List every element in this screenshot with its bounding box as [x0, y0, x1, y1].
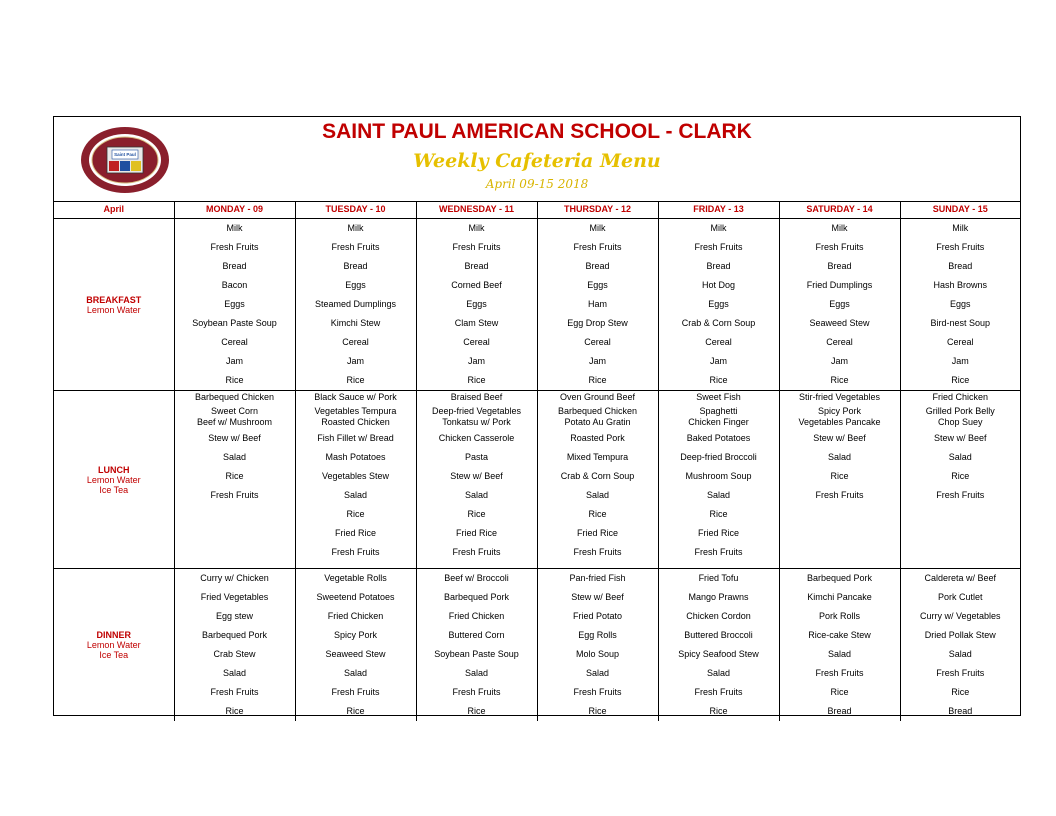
menu-item: Jam	[346, 356, 364, 366]
breakfast-day-cell	[900, 219, 1020, 391]
breakfast-row	[54, 219, 1020, 391]
menu-item: Salad	[585, 668, 610, 678]
menu-item: Barbequed Pork	[201, 630, 268, 640]
lunch-day-cell	[658, 391, 779, 569]
menu-item: Sweet Corn Beef w/ Mushroom	[196, 406, 273, 427]
menu-item: Rice	[830, 375, 849, 385]
menu-item: Pasta	[464, 452, 488, 462]
menu-item: Fried Rice	[455, 528, 497, 538]
menu-item: Milk	[831, 223, 848, 233]
menu-item: Milk	[952, 223, 969, 233]
menu-item: Fresh Fruits	[936, 668, 985, 678]
menu-item: Fried Chicken	[448, 611, 505, 621]
breakfast-day-cell	[174, 219, 295, 391]
menu-item: Crab & Corn Soup	[560, 471, 635, 481]
menu-item: Mixed Tempura	[566, 452, 629, 462]
menu-item: Seaweed Stew	[809, 318, 870, 328]
menu-item: Pork Rolls	[818, 611, 860, 621]
menu-item: Salad	[464, 490, 489, 500]
menu-item: Eggs	[949, 299, 971, 309]
menu-item: Vegetables Stew	[321, 471, 390, 481]
menu-item	[175, 543, 295, 562]
lunch-day-cell	[537, 391, 658, 569]
menu-item: Bread	[827, 706, 852, 716]
menu-item: Fresh Fruits	[210, 490, 259, 500]
menu-item: Fried Rice	[334, 528, 376, 538]
menu-item: Barbequed Chicken Potato Au Gratin	[557, 406, 638, 427]
menu-item: Fried Rice	[697, 528, 739, 538]
menu-item: Rice	[225, 471, 244, 481]
menu-item: Rice	[709, 706, 728, 716]
menu-item: Black Sauce w/ Pork	[314, 392, 397, 402]
menu-item: Salad	[948, 649, 972, 659]
menu-item: Eggs	[224, 299, 245, 309]
menu-item: Fresh Fruits	[452, 687, 501, 697]
svg-text:Saint Paul: Saint Paul	[114, 152, 136, 157]
menu-item: Jam	[467, 356, 485, 366]
breakfast-day-cell	[537, 219, 658, 391]
menu-item: Rice	[346, 375, 365, 385]
menu-item: Spicy Pork Vegetables Pancake	[798, 406, 881, 427]
menu-item: Eggs	[587, 280, 608, 290]
menu-item: Jam	[225, 356, 243, 366]
menu-title: Weekly Cafeteria Menu	[413, 150, 661, 172]
menu-item: Salad	[585, 490, 610, 500]
menu-item: Fish Fillet w/ Bread	[317, 433, 394, 443]
dinner-day-cell	[779, 569, 900, 722]
lunch-meal-name: LUNCH	[98, 464, 130, 475]
menu-item: Braised Beef	[450, 392, 503, 402]
menu-item: Rice	[346, 706, 365, 716]
menu-item: Eggs	[345, 280, 366, 290]
menu-item	[901, 524, 1021, 543]
menu-item: Curry w/ Chicken	[200, 573, 269, 583]
menu-item: Hash Browns	[933, 280, 988, 290]
menu-item: Jam	[709, 356, 727, 366]
menu-item: Rice	[709, 509, 728, 519]
menu-item: Fresh Fruits	[573, 687, 622, 697]
breakfast-day-cell	[779, 219, 900, 391]
menu-item: Fresh Fruits	[452, 547, 501, 557]
menu-item: Fresh Fruits	[573, 242, 622, 252]
menu-item: Fried Rice	[576, 528, 618, 538]
menu-item: Fresh Fruits	[694, 687, 743, 697]
menu-item: Rice	[951, 687, 970, 697]
menu-item	[780, 543, 900, 562]
menu-item: Milk	[589, 223, 606, 233]
menu-item: Stew w/ Beef	[450, 471, 503, 481]
column-header-saturday: SATURDAY - 14	[779, 201, 900, 219]
menu-item: Seaweed Stew	[325, 649, 386, 659]
menu-item: Fried Tofu	[698, 573, 739, 583]
menu-item: Milk	[226, 223, 243, 233]
menu-item: Cereal	[705, 337, 732, 347]
menu-item: Stew w/ Beef	[933, 433, 987, 443]
column-header-friday: FRIDAY - 13	[658, 201, 779, 219]
menu-item: Fresh Fruits	[210, 687, 259, 697]
menu-item: Fresh Fruits	[936, 242, 985, 252]
menu-item: Bread	[464, 261, 489, 271]
menu-item: Jam	[951, 356, 969, 366]
lunch-drink: Lemon Water	[86, 474, 141, 485]
dinner-day-cell	[295, 569, 416, 722]
menu-item: Fresh Fruits	[573, 547, 622, 557]
column-header-thursday: THURSDAY - 12	[537, 201, 658, 219]
menu-item: Hot Dog	[701, 280, 736, 290]
menu-item: Bread	[706, 261, 731, 271]
menu-item: Cereal	[946, 337, 974, 347]
menu-item: Grilled Pork Belly Chop Suey	[925, 406, 995, 427]
menu-item: Rice	[467, 509, 486, 519]
lunch-day-cell	[295, 391, 416, 569]
menu-item: Rice	[225, 375, 244, 385]
menu-item: Sweet Fish	[696, 392, 741, 402]
menu-item: Baked Potatoes	[686, 433, 751, 443]
menu-item	[780, 524, 900, 543]
lunch-drink: Ice Tea	[99, 484, 129, 495]
menu-item	[780, 505, 900, 524]
menu-item: Milk	[347, 223, 364, 233]
menu-item: Stew w/ Beef	[571, 592, 624, 602]
menu-item: Egg Rolls	[578, 630, 617, 640]
menu-item: Kimchi Stew	[330, 318, 381, 328]
menu-item: Bread	[948, 706, 973, 716]
menu-item: Mango Prawns	[688, 592, 749, 602]
menu-item: Fresh Fruits	[331, 547, 380, 557]
menu-item: Curry w/ Vegetables	[919, 611, 1001, 621]
menu-item: Cereal	[463, 337, 490, 347]
menu-item: Spaghetti Chicken Finger	[688, 406, 749, 427]
menu-item: Salad	[948, 452, 972, 462]
menu-item: Egg Drop Stew	[567, 318, 628, 328]
menu-item: Fried Chicken	[327, 611, 384, 621]
menu-item: Pan-fried Fish	[569, 573, 626, 583]
menu-item: Spicy Pork	[333, 630, 377, 640]
menu-item: Sweetend Potatoes	[316, 592, 395, 602]
menu-item	[175, 524, 295, 543]
menu-item: Rice	[467, 706, 486, 716]
menu-item: Cereal	[584, 337, 611, 347]
dinner-drink: Ice Tea	[99, 650, 129, 660]
menu-item: Pork Cutlet	[937, 592, 983, 602]
dinner-row	[54, 569, 1020, 722]
dinner-day-cell	[658, 569, 779, 722]
breakfast-day-cell	[658, 219, 779, 391]
menu-item: Deep-fried Broccoli	[680, 452, 757, 462]
menu-item	[175, 505, 295, 524]
menu-item: Mushroom Soup	[685, 471, 752, 481]
lunch-label-cell	[54, 391, 174, 569]
menu-item: Fried Potato	[572, 611, 623, 621]
breakfast-label-cell	[54, 219, 174, 391]
menu-item: Mash Potatoes	[325, 452, 386, 462]
menu-item: Salad	[343, 668, 368, 678]
menu-item: Bread	[585, 261, 610, 271]
menu-table	[54, 201, 1020, 721]
menu-item: Fried Chicken	[932, 392, 989, 402]
menu-item: Fresh Fruits	[694, 547, 743, 557]
column-header-wednesday: WEDNESDAY - 11	[416, 201, 537, 219]
column-header-tuesday: TUESDAY - 10	[295, 201, 416, 219]
column-header-row	[54, 201, 1020, 219]
menu-item: Chicken Casserole	[438, 433, 515, 443]
menu-item: Eggs	[708, 299, 729, 309]
menu-item: Molo Soup	[575, 649, 620, 659]
menu-item: Bread	[343, 261, 368, 271]
menu-item: Ham	[587, 299, 607, 309]
menu-item: Clam Stew	[454, 318, 499, 328]
menu-item: Rice	[467, 375, 486, 385]
menu-header	[54, 117, 1020, 202]
menu-item: Rice	[588, 706, 607, 716]
menu-item: Salad	[706, 668, 731, 678]
menu-item: Beef w/ Broccoli	[444, 573, 509, 583]
menu-frame	[53, 116, 1021, 716]
menu-item: Rice-cake Stew	[808, 630, 871, 640]
menu-item: Salad	[222, 668, 247, 678]
menu-item: Stew w/ Beef	[208, 433, 261, 443]
menu-item: Bread	[827, 261, 852, 271]
menu-item: Salad	[343, 490, 368, 500]
lunch-row	[54, 391, 1020, 569]
menu-item: Crab & Corn Soup	[681, 318, 756, 328]
date-range: April 09-15 2018	[485, 177, 589, 191]
menu-item: Fresh Fruits	[331, 242, 380, 252]
menu-item: Vegetables Tempura Roasted Chicken	[314, 406, 397, 427]
menu-item: Fresh Fruits	[815, 668, 864, 678]
menu-item: Buttered Corn	[448, 630, 505, 640]
column-header-month: April	[54, 201, 174, 219]
menu-item: Egg stew	[215, 611, 254, 621]
menu-item: Rice	[346, 509, 365, 519]
menu-item: Fresh Fruits	[331, 687, 380, 697]
menu-item: Cereal	[342, 337, 369, 347]
menu-item: Steamed Dumplings	[314, 299, 397, 309]
menu-item: Rice	[951, 375, 970, 385]
menu-item: Caldereta w/ Beef	[924, 573, 997, 583]
menu-item: Salad	[706, 490, 731, 500]
menu-item: Barbequed Pork	[806, 573, 873, 583]
menu-item: Fresh Fruits	[815, 490, 864, 500]
menu-item: Oven Ground Beef	[559, 392, 636, 402]
menu-item: Fried Dumplings	[806, 280, 873, 290]
menu-item: Chicken Cordon	[686, 611, 751, 621]
menu-item	[901, 505, 1021, 524]
menu-item: Fresh Fruits	[694, 242, 743, 252]
lunch-day-cell	[900, 391, 1020, 569]
menu-item: Corned Beef	[451, 280, 502, 290]
menu-item: Roasted Pork	[570, 433, 625, 443]
breakfast-day-cell	[295, 219, 416, 391]
dinner-day-cell	[174, 569, 295, 722]
menu-item: Barbequed Pork	[443, 592, 510, 602]
menu-item: Rice	[225, 706, 244, 716]
menu-item: Milk	[710, 223, 727, 233]
menu-item: Fresh Fruits	[936, 490, 985, 500]
column-header-monday: MONDAY - 09	[174, 201, 295, 219]
menu-item: Fresh Fruits	[815, 242, 864, 252]
menu-item: Spicy Seafood Stew	[678, 649, 759, 659]
menu-item: Jam	[830, 356, 848, 366]
menu-item: Rice	[830, 471, 849, 481]
menu-item: Soybean Paste Soup	[434, 649, 519, 659]
dinner-drink: Lemon Water	[86, 640, 141, 650]
dinner-label-cell	[54, 569, 174, 722]
menu-item: Rice	[830, 687, 849, 697]
menu-item: Salad	[827, 649, 852, 659]
menu-item: Cereal	[221, 337, 248, 347]
menu-item: Stew w/ Beef	[813, 433, 866, 443]
menu-item: Vegetable Rolls	[324, 573, 387, 583]
menu-item: Rice	[588, 375, 607, 385]
menu-item: Salad	[464, 668, 489, 678]
menu-item: Barbequed Chicken	[194, 392, 275, 402]
dinner-day-cell	[900, 569, 1020, 722]
menu-item: Bird-nest Soup	[930, 318, 991, 328]
menu-item: Fried Vegetables	[200, 592, 269, 602]
lunch-day-cell	[779, 391, 900, 569]
menu-item: Milk	[468, 223, 485, 233]
menu-item: Salad	[827, 452, 852, 462]
menu-item: Fresh Fruits	[210, 242, 259, 252]
menu-item	[901, 543, 1021, 562]
breakfast-day-cell	[416, 219, 537, 391]
menu-item: Rice	[588, 509, 607, 519]
menu-item: Salad	[222, 452, 247, 462]
menu-item: Bacon	[221, 280, 248, 290]
school-title: SAINT PAUL AMERICAN SCHOOL - CLARK	[322, 120, 752, 143]
menu-item: Cereal	[826, 337, 853, 347]
menu-item: Bread	[222, 261, 247, 271]
menu-item: Crab Stew	[213, 649, 256, 659]
menu-item: Dried Pollak Stew	[924, 630, 996, 640]
menu-item: Rice	[951, 471, 970, 481]
menu-item: Buttered Broccoli	[684, 630, 753, 640]
menu-item: Fresh Fruits	[452, 242, 501, 252]
menu-item: Stir-fried Vegetables	[798, 392, 881, 402]
breakfast-drink: Lemon Water	[86, 304, 141, 315]
menu-item: Eggs	[466, 299, 487, 309]
menu-item: Deep-fried Vegetables Tonkatsu w/ Pork	[431, 406, 522, 427]
dinner-day-cell	[416, 569, 537, 722]
menu-item: Eggs	[829, 299, 850, 309]
lunch-day-cell	[416, 391, 537, 569]
dinner-meal-name: DINNER	[96, 630, 131, 640]
menu-item: Jam	[588, 356, 606, 366]
menu-item: Soybean Paste Soup	[192, 318, 277, 328]
menu-item: Kimchi Pancake	[807, 592, 872, 602]
breakfast-meal-name: BREAKFAST	[86, 294, 142, 305]
column-header-sunday: SUNDAY - 15	[900, 201, 1020, 219]
menu-item: Bread	[948, 261, 973, 271]
lunch-day-cell	[174, 391, 295, 569]
dinner-day-cell	[537, 569, 658, 722]
menu-item: Rice	[709, 375, 728, 385]
